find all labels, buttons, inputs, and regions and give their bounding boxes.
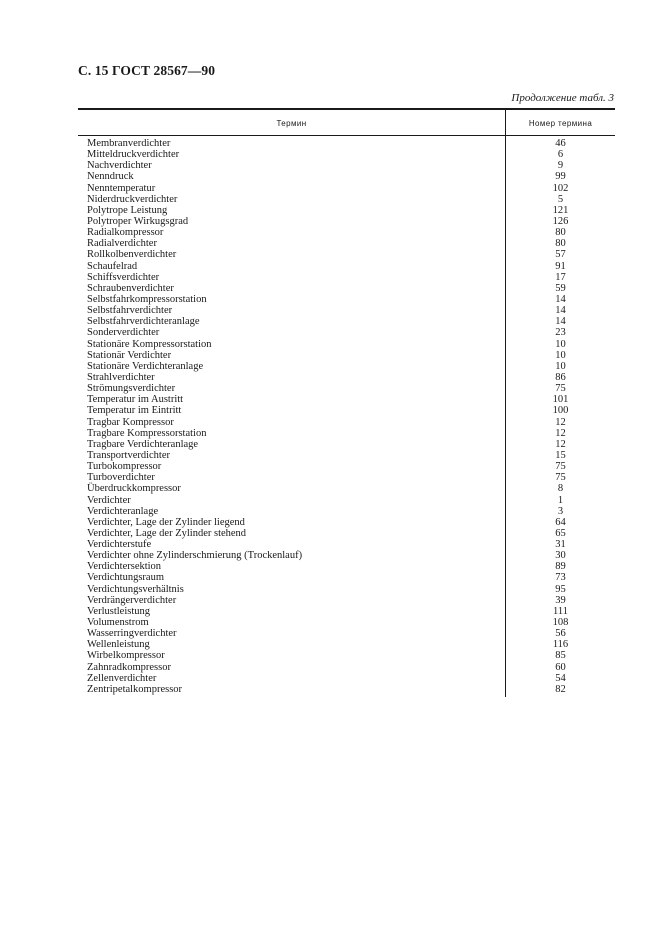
table-row	[78, 517, 615, 528]
term-cell: Verdichter	[87, 494, 131, 506]
table-row	[78, 171, 615, 182]
term-number-cell: 73	[555, 572, 566, 584]
table-row	[78, 662, 615, 673]
table-row	[78, 361, 615, 372]
term-number-cell: 10	[555, 360, 566, 372]
term-number-cell: 101	[552, 394, 569, 406]
table-row	[78, 194, 615, 205]
term-cell: Polytroper Wirkugsgrad	[87, 215, 189, 227]
term-number-cell: 116	[552, 639, 569, 651]
term-cell: Radialkompressor	[87, 227, 164, 239]
table-row	[78, 450, 615, 461]
table-row	[78, 506, 615, 517]
table-body	[78, 138, 615, 695]
term-cell: Überdruckkompressor	[87, 483, 181, 495]
term-cell: Zentripetalkompressor	[87, 683, 183, 695]
term-number-cell: 10	[555, 338, 566, 350]
table-row	[78, 684, 615, 695]
term-cell: Tragbare Verdichteranlage	[87, 438, 199, 450]
table-row	[78, 283, 615, 294]
table-top-rule	[78, 108, 615, 110]
table-row	[78, 628, 615, 639]
table-row	[78, 238, 615, 249]
term-number-cell: 39	[555, 594, 566, 606]
term-number-cell: 15	[555, 449, 566, 461]
term-number-cell: 60	[555, 661, 566, 673]
term-cell: Sonderverdichter	[87, 327, 160, 339]
term-number-cell: 80	[555, 238, 566, 250]
term-cell: Selbstfahrverdichteranlage	[87, 316, 200, 328]
term-number-cell: 108	[552, 617, 569, 629]
table-row	[78, 205, 615, 216]
term-number-cell: 95	[555, 583, 566, 595]
term-cell: Tragbar Kompressor	[87, 416, 174, 428]
term-cell: Temperatur im Eintritt	[87, 405, 182, 417]
term-cell: Stationäre Verdichteranlage	[87, 360, 204, 372]
term-cell: Wasserringverdichter	[87, 628, 177, 640]
table-row	[78, 417, 615, 428]
term-cell: Verdichter, Lage der Zylinder liegend	[87, 516, 245, 528]
table-row	[78, 495, 615, 506]
term-number-cell: 59	[555, 282, 566, 294]
term-cell: Verdichtersektion	[87, 561, 162, 573]
term-cell: Membranverdichter	[87, 138, 171, 149]
term-number-cell: 86	[555, 371, 566, 383]
term-cell: Radialverdichter	[87, 238, 157, 250]
table-row	[78, 316, 615, 327]
term-cell: Turboverdichter	[87, 472, 155, 484]
table-row	[78, 394, 615, 405]
table-row	[78, 216, 615, 227]
term-cell: Polytrope Leistung	[87, 204, 168, 216]
term-cell: Verdichter, Lage der Zylinder stehend	[87, 527, 247, 539]
table-row	[78, 261, 615, 272]
term-number-cell: 10	[555, 349, 566, 361]
term-number-cell: 12	[555, 427, 566, 439]
table-row	[78, 561, 615, 572]
term-number-cell: 14	[555, 305, 566, 317]
term-cell: Stationär Verdichter	[87, 349, 172, 361]
term-cell: Verdichteranlage	[87, 505, 159, 517]
term-number-cell: 65	[555, 527, 566, 539]
term-cell: Nachverdichter	[87, 160, 152, 172]
table-row	[78, 472, 615, 483]
term-number-cell: 6	[557, 149, 564, 161]
term-number-cell: 89	[555, 561, 566, 573]
term-cell: Wellenleistung	[87, 639, 150, 651]
term-cell: Volumenstrom	[87, 617, 149, 629]
table-row	[78, 227, 615, 238]
term-cell: Strömungsverdichter	[87, 383, 176, 395]
term-number-cell: 126	[552, 215, 569, 227]
term-cell: Verdichter ohne Zylinderschmierung (Trockenlauf)	[87, 550, 303, 562]
term-number-cell: 75	[555, 461, 566, 473]
term-number-cell: 75	[555, 383, 566, 395]
table-row	[78, 294, 615, 305]
table-row	[78, 183, 615, 194]
table-row	[78, 584, 615, 595]
term-number-cell: 17	[555, 271, 566, 283]
table-row	[78, 383, 615, 394]
term-number-cell: 85	[555, 650, 566, 662]
term-number-cell: 121	[552, 204, 569, 216]
table-row	[78, 650, 615, 661]
term-number-cell: 99	[555, 171, 566, 183]
term-number-cell: 82	[555, 683, 566, 695]
term-number-cell: 30	[555, 550, 566, 562]
term-number-cell: 23	[555, 327, 566, 339]
term-cell: Selbstfahrverdichter	[87, 305, 173, 317]
table-row	[78, 249, 615, 260]
table-row	[78, 461, 615, 472]
term-number-cell: 46	[555, 138, 566, 149]
table-row	[78, 528, 615, 539]
table-row	[78, 673, 615, 684]
term-number-cell: 1	[557, 494, 564, 506]
term-cell: Stationäre Kompressorstation	[87, 338, 212, 350]
table-row	[78, 617, 615, 628]
term-cell: Schraubenverdichter	[87, 282, 174, 294]
term-number-cell: 102	[552, 182, 569, 194]
term-cell: Zellenverdichter	[87, 672, 157, 684]
term-cell: Niderdruckverdichter	[87, 193, 178, 205]
table-row	[78, 639, 615, 650]
term-cell: Rollkolbenverdichter	[87, 249, 177, 261]
term-cell: Transportverdichter	[87, 449, 171, 461]
table-row	[78, 272, 615, 283]
table-row	[78, 572, 615, 583]
term-cell: Nenndruck	[87, 171, 134, 183]
term-number-cell: 100	[552, 405, 569, 417]
term-number-cell: 14	[555, 293, 566, 305]
column-header-number: Номер термина	[528, 119, 593, 128]
term-cell: Wirbelkompressor	[87, 650, 165, 662]
term-number-cell: 75	[555, 472, 566, 484]
table-row	[78, 439, 615, 450]
term-number-cell: 80	[555, 227, 566, 239]
term-number-cell: 8	[557, 483, 564, 495]
table-row	[78, 149, 615, 160]
term-cell: Schaufelrad	[87, 260, 138, 272]
table-continuation-note: Продолжение табл. 3	[511, 92, 614, 104]
table-row	[78, 483, 615, 494]
term-cell: Strahlverdichter	[87, 371, 155, 383]
term-number-cell: 91	[555, 260, 566, 272]
table-row	[78, 539, 615, 550]
column-header-term: Термин	[276, 119, 307, 128]
table-row	[78, 405, 615, 416]
term-number-cell: 111	[553, 605, 568, 617]
term-number-cell: 9	[557, 160, 564, 172]
term-cell: Temperatur im Austritt	[87, 394, 184, 406]
table-row	[78, 595, 615, 606]
table-row	[78, 138, 615, 149]
term-number-cell: 5	[557, 193, 564, 205]
table-header-rule	[78, 135, 615, 136]
term-cell: Mitteldruckverdichter	[87, 149, 180, 161]
term-cell: Verlustleistung	[87, 605, 150, 617]
table-row	[78, 350, 615, 361]
term-number-cell: 57	[555, 249, 566, 261]
term-number-cell: 54	[555, 672, 566, 684]
table-row	[78, 372, 615, 383]
term-number-cell: 12	[555, 438, 566, 450]
term-number-cell: 14	[555, 316, 566, 328]
term-cell: Selbstfahrkompressorstation	[87, 293, 207, 305]
term-cell: Schiffsverdichter	[87, 271, 160, 283]
term-cell: Zahnradkompressor	[87, 661, 171, 673]
term-number-cell: 56	[555, 628, 566, 640]
table-row	[78, 327, 615, 338]
table-row	[78, 550, 615, 561]
term-cell: Verdrängerverdichter	[87, 594, 177, 606]
term-cell: Verdichtungsraum	[87, 572, 164, 584]
page-header: С. 15 ГОСТ 28567—90	[78, 63, 216, 78]
term-cell: Verdichterstufe	[87, 539, 152, 551]
table-row	[78, 428, 615, 439]
term-number-cell: 12	[555, 416, 566, 428]
term-cell: Tragbare Kompressorstation	[87, 427, 207, 439]
table-row	[78, 305, 615, 316]
term-cell: Verdichtungsverhältnis	[87, 583, 184, 595]
table-row	[78, 339, 615, 350]
term-number-cell: 31	[555, 539, 566, 551]
table-row	[78, 160, 615, 171]
table-row	[78, 606, 615, 617]
term-number-cell: 64	[555, 516, 566, 528]
term-cell: Nenntemperatur	[87, 182, 156, 194]
term-number-cell: 3	[557, 505, 564, 517]
term-cell: Turbokompressor	[87, 461, 162, 473]
